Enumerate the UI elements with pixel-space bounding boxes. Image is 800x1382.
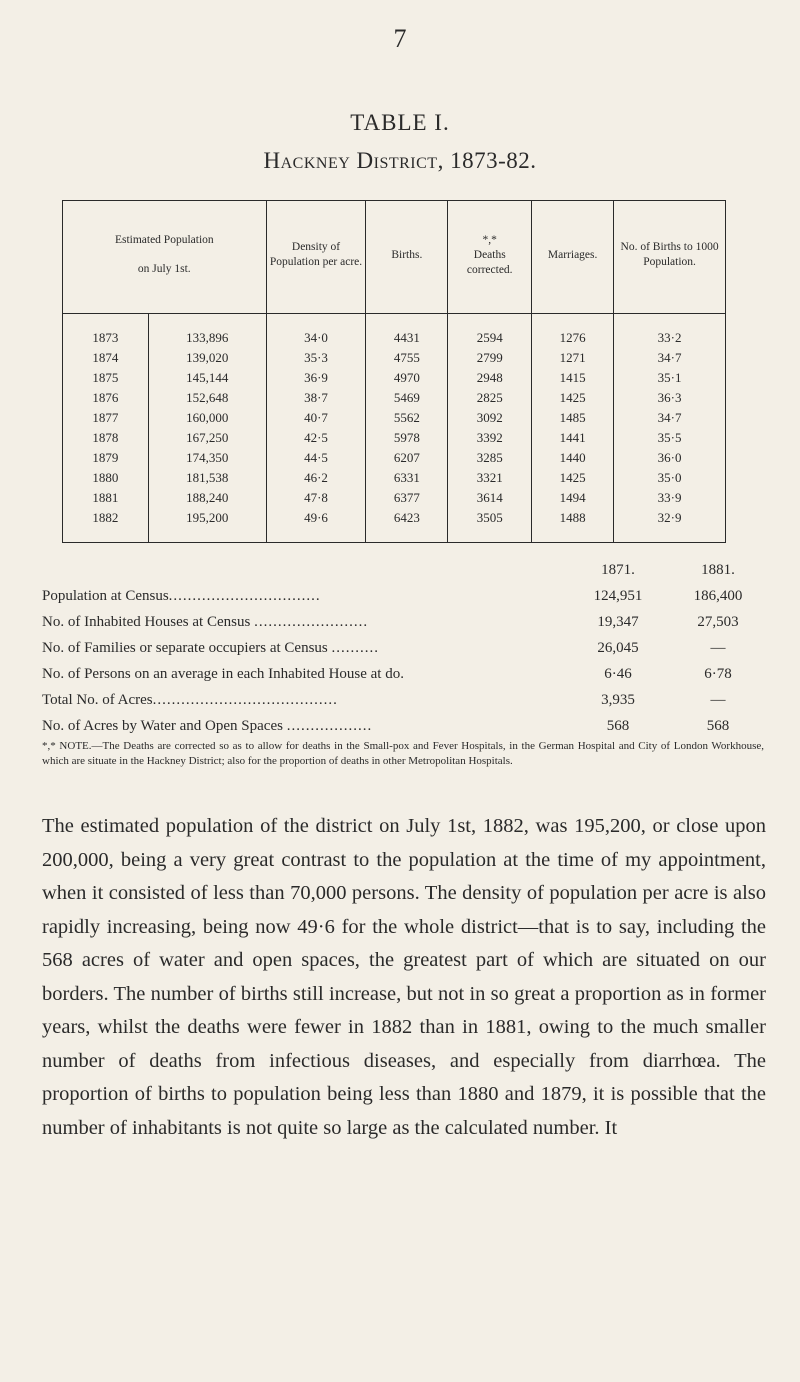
header-marriages: Marriages.: [532, 201, 614, 314]
census-row: No. of Persons on an average in each Inhabited House at do. 6·46 6·78: [42, 666, 732, 682]
page-number: 7: [393, 24, 407, 53]
header-deaths: *,* Deaths corrected.: [448, 201, 532, 314]
header-births: Births.: [366, 201, 448, 314]
census-row: No. of Acres by Water and Open Spaces .................. 568 568: [42, 718, 730, 734]
body-paragraph: The estimated population of the district on July 1st, 1882, was 195,200, or close upon 200,000, being a very great contrast to the population at the time of my appointment, when it consisted of less than 70,000 persons. The density of population per acre is also rapidly increasing, being now 49·6 for the whole district—that is to say, including the 568 acres of water and open spaces, the greatest part of which are situated on our borders. The number of births still increase, but not in so great a proportion as in former years, whilst the deaths were fewer in 1882 than in 1881, owing to the much smaller number of deaths from infectious diseases, and especially from diarrhœa. The proportion of births to population being less than 1880 and 1879, it is possible that the number of inhabitants is not quite so large as the calculated number. It: [42, 815, 766, 1139]
deaths-correction-note: *,* NOTE.—The Deaths are corrected so as to allow for deaths in the Small-pox and Fever Hospitals, in the German Hospital and City of London Workhouse, which are situate in the Hackney District; also for the proportion of deaths in other Metropolitan Hospitals.: [42, 740, 764, 767]
table-row: 1880 181,538 46·2 6331 3321 1425 35·0: [63, 468, 726, 488]
header-birth-ratio: No. of Births to 1000 Population.: [614, 201, 726, 314]
table-label: TABLE I.: [350, 110, 450, 135]
census-row: Population at Census................................ 124,951 186,400: [42, 588, 743, 604]
census-row: Total No. of Acres....................................... 3,935 —: [42, 692, 726, 708]
district-title: Hackney District, 1873-82.: [263, 148, 537, 173]
table-row: 1876 152,648 38·7 5469 2825 1425 36·3: [63, 388, 726, 408]
census-col-1871: 1871.: [601, 562, 635, 578]
table-row: 1874 139,020 35·3 4755 2799 1271 34·7: [63, 348, 726, 368]
table-row: 1881 188,240 47·8 6377 3614 1494 33·9: [63, 488, 726, 508]
table-row: 1877 160,000 40·7 5562 3092 1485 34·7: [63, 408, 726, 428]
header-density: Density of Population per acre.: [266, 201, 366, 314]
census-row: No. of Families or separate occupiers at Census .......... 26,045 —: [42, 640, 726, 656]
table-row: 1873 133,896 34·0 4431 2594 1276 33·2: [63, 314, 726, 349]
vital-statistics-table: [62, 200, 726, 543]
census-row: No. of Inhabited Houses at Census ........................ 19,347 27,503: [42, 614, 739, 630]
table-row: 1882 195,200 49·6 6423 3505 1488 32·9: [63, 508, 726, 543]
table-row: 1878 167,250 42·5 5978 3392 1441 35·5: [63, 428, 726, 448]
table-row: 1875 145,144 36·9 4970 2948 1415 35·1: [63, 368, 726, 388]
census-col-1881: 1881.: [701, 562, 735, 578]
header-population: Estimated Population on July 1st.: [63, 201, 267, 314]
census-summary: [42, 562, 782, 744]
table-row: 1879 174,350 44·5 6207 3285 1440 36·0: [63, 448, 726, 468]
census-header: [42, 562, 782, 588]
